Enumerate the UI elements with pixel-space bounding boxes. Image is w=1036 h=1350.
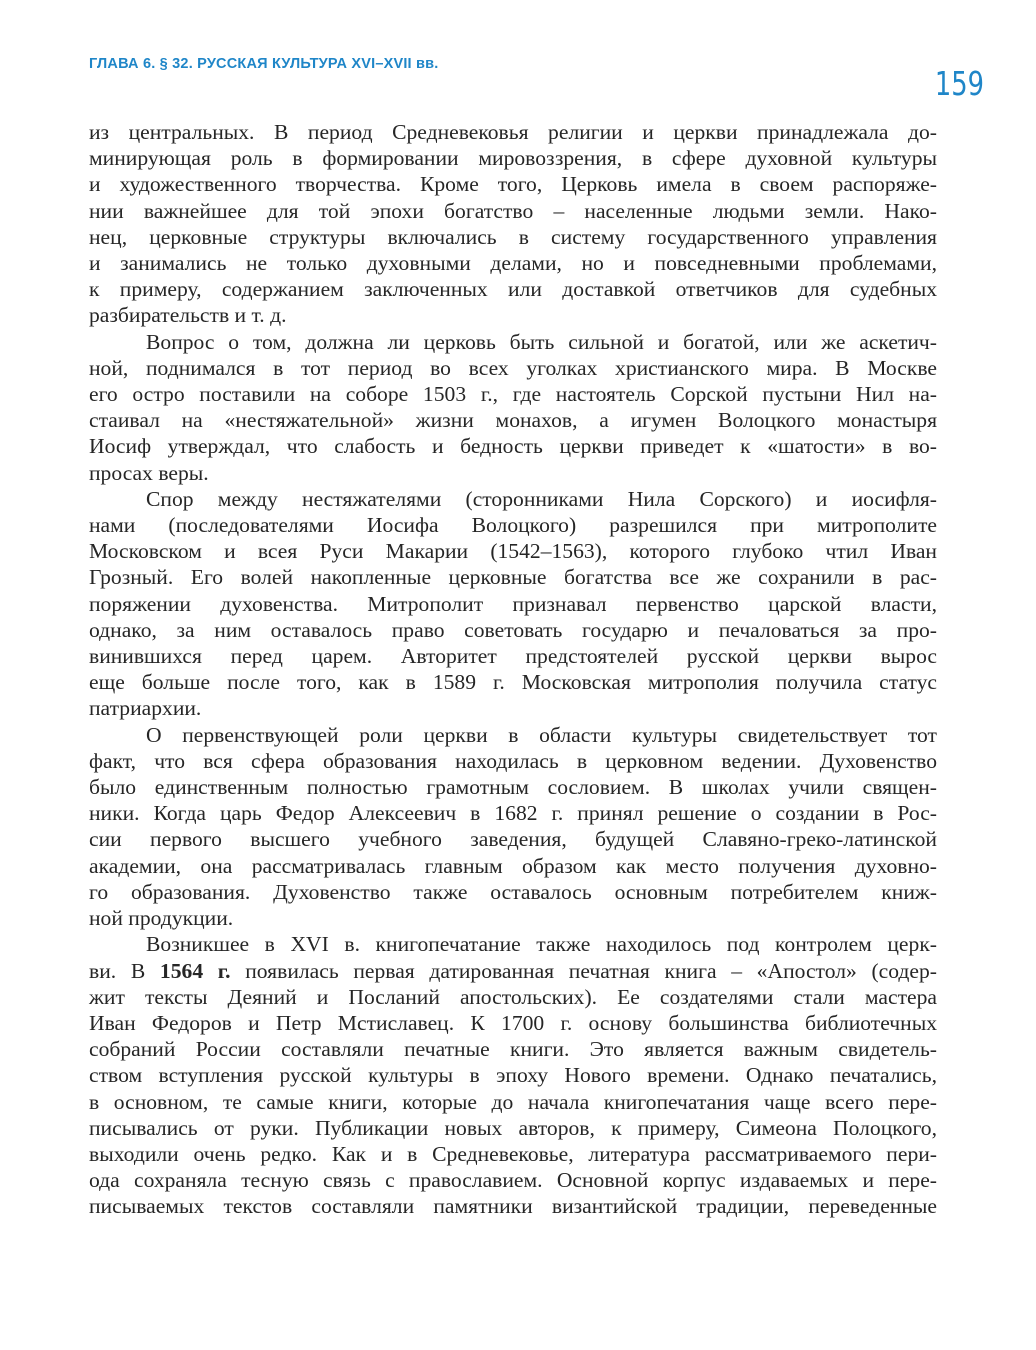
text-line: ода сохраняла тесную связь с православием. Основной корпус издаваемых и пере- [89, 1168, 937, 1193]
text-line: и занимались не только духовными делами, но и повседневными проблемами, [89, 251, 937, 276]
text-line: собраний России составляли печатные книги. Это является важным свидетель- [89, 1037, 937, 1062]
text-line: минирующая роль в формировании мировоззрения, в сфере духовной культуры [89, 146, 937, 171]
text-line: писывались от руки. Публикации новых авторов, к примеру, Симеона Полоцкого, [89, 1115, 937, 1140]
text-line: и художественного творчества. Кроме того, Церковь имела в своем распоряже- [89, 172, 937, 197]
text-line [89, 958, 937, 984]
body-text [89, 119, 937, 1220]
text-line: патриархии. [89, 696, 202, 721]
text-line: стаивал на «нестяжательной» жизни монахов, а игумен Волоцкого монастыря [89, 408, 937, 433]
text-line: писываемых текстов составляли памятники византийской традиции, переведенные [89, 1194, 937, 1219]
paragraph [89, 119, 937, 329]
text-line: Спор между нестяжателями (сторонниками Нила Сорского) и иосифля- [146, 486, 937, 511]
text-line: к примеру, содержанием заключенных или доставкой ответчиков для судебных [89, 277, 937, 302]
text-line: поряжении духовенства. Митрополит признавал первенство царской власти, [89, 591, 937, 616]
text-line: жит тексты Деяний и Посланий апостольских). Ее создателями стали мастера [89, 984, 937, 1009]
text-line: ники. Когда царь Федор Алексеевич в 1682 г. принял решение о создании в Рос- [89, 801, 937, 826]
text-line: академии, она рассматривалась главным образом как место получения духовно- [89, 853, 937, 878]
text-line: Иосиф утверждал, что слабость и бедность церкви приведет к «шатости» в во- [89, 434, 937, 459]
text-line: выходили очень редко. Как и в Средневековье, литература рассматриваемого пери- [89, 1141, 937, 1166]
text-line: О первенствующей роли церкви в области культуры свидетельствует тот [146, 722, 937, 747]
bold-date: 1564 г. [159, 958, 231, 983]
text-run: ви. В [89, 958, 160, 983]
text-line: нец, церковные структуры включались в систему государственного управления [89, 224, 937, 249]
paragraph [89, 486, 937, 722]
text-line: Грозный. Его волей накопленные церковные богатства все же сохранили в рас- [89, 565, 937, 590]
text-line: винившихся перед царем. Авторитет предстоятелей русской церкви вырос [89, 644, 937, 669]
text-line: его остро поставили на соборе 1503 г., где настоятель Сорской пустыни Нил на- [89, 382, 937, 407]
text-line: Московском и всея Руси Макарии (1542–1563), которого глубоко чтил Иван [89, 539, 937, 564]
page-number: 159 [934, 64, 984, 103]
text-line: ной, поднимался в тот период во всех уголках христианского мира. В Москве [89, 355, 937, 380]
text-line: из центральных. В период Средневековья религии и церкви принадлежала до- [89, 120, 937, 144]
text-line: было единственным полностью грамотным сословием. В школах учили священ- [89, 775, 937, 800]
text-run: появилась первая датированная печатная книга – «Апостол» (содер- [230, 958, 937, 983]
text-line: еще больше после того, как в 1589 г. Московская митрополия получила статус [89, 670, 937, 695]
paragraph [89, 931, 937, 1219]
text-line: просах веры. [89, 460, 209, 485]
text-line: в основном, те самые книги, которые до начала книгопечатания чаще всего пере- [89, 1089, 937, 1114]
text-line: разбирательств и т. д. [89, 303, 287, 328]
paragraph [89, 329, 937, 486]
text-line: сии первого высшего учебного заведения, будущей Славяно-греко-латинской [89, 827, 937, 852]
text-line: нии важнейшее для той эпохи богатство – населенные людьми земли. Нако- [89, 198, 937, 223]
text-line: Возникшее в XVI в. книгопечатание также находилось под контролем церк- [146, 932, 937, 957]
text-line: факт, что вся сфера образования находилась в церковном ведении. Духовенство [89, 748, 937, 773]
text-line: Вопрос о том, должна ли церковь быть сильной и богатой, или же аскетич- [146, 329, 937, 354]
text-line: ством вступления русской культуры в эпоху Нового времени. Однако печатались, [89, 1063, 937, 1088]
text-line: нами (последователями Иосифа Волоцкого) разрешился при митрополите [89, 513, 937, 538]
running-head: ГЛАВА 6. § 32. РУССКАЯ КУЛЬТУРА XVI–XVII вв. [89, 56, 439, 72]
text-line: го образования. Духовенство также оставалось основным потребителем книж- [89, 879, 937, 904]
text-line: однако, за ним оставалось право советовать государю и печаловаться за про- [89, 617, 937, 642]
paragraph [89, 722, 937, 932]
text-line: ной продукции. [89, 906, 234, 931]
text-line: Иван Федоров и Петр Мстиславец. К 1700 г. основу большинства библиотечных [89, 1010, 937, 1035]
